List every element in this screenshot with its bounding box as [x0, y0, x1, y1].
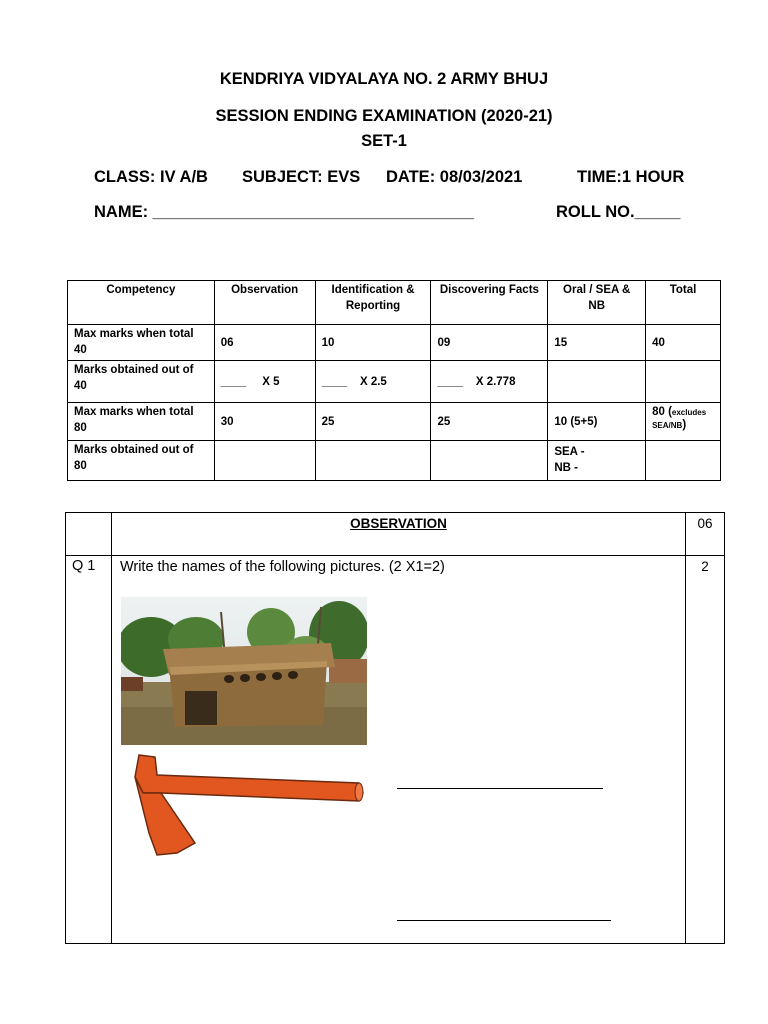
answer-line-1[interactable]	[397, 787, 603, 789]
table-cell	[214, 441, 315, 481]
table-cell	[646, 441, 721, 481]
table-cell: ____ X 2.5	[315, 361, 431, 403]
section-header-row	[66, 513, 725, 556]
axe-picture	[127, 753, 367, 863]
sea-label: SEA -	[554, 446, 585, 458]
school-name: KENDRIYA VIDYALAYA NO. 2 ARMY BHUJ	[219, 70, 549, 88]
col-competency: Competency	[68, 281, 215, 325]
table-cell: 25	[315, 403, 431, 441]
question-cell	[111, 556, 685, 944]
nb-label: NB -	[554, 462, 578, 474]
table-cell: 10 (5+5)	[548, 403, 646, 441]
subject-label: SUBJECT: EVS	[242, 168, 361, 186]
table-cell	[646, 361, 721, 403]
total-note: excludes SEA/NB	[652, 408, 707, 430]
table-cell: 25	[431, 403, 548, 441]
table-cell: ____ X 2.778	[431, 361, 548, 403]
class-label: CLASS: IV A/B	[94, 168, 208, 186]
name-field: NAME: ___________________________________	[94, 203, 474, 221]
oral-cell	[548, 441, 646, 481]
question-table	[65, 512, 725, 944]
set-label: SET-1	[361, 132, 407, 150]
table-cell: ____ X 5	[214, 361, 315, 403]
table-cell: 09	[431, 325, 548, 361]
exam-title: SESSION ENDING EXAMINATION (2020-21)	[215, 107, 553, 125]
table-cell	[315, 441, 431, 481]
empty-cell	[66, 513, 112, 556]
section-title: OBSERVATION	[111, 513, 685, 556]
answer-line-2[interactable]	[397, 919, 611, 921]
question-marks: 2	[686, 556, 725, 944]
table-cell	[431, 441, 548, 481]
row-label: Marks obtained out of 80	[68, 441, 215, 481]
table-cell: 30	[214, 403, 315, 441]
table-row	[68, 441, 721, 481]
table-row	[68, 361, 721, 403]
total-close: )	[682, 419, 687, 431]
section-marks: 06	[686, 513, 725, 556]
table-cell: 06	[214, 325, 315, 361]
time-label: TIME:1 HOUR	[577, 168, 685, 186]
table-cell: 10	[315, 325, 431, 361]
question-row	[66, 556, 725, 944]
col-total: Total	[646, 281, 721, 325]
marks-table	[67, 280, 721, 481]
row-label: Marks obtained out of 40	[68, 361, 215, 403]
table-cell: 40	[646, 325, 721, 361]
table-cell	[548, 361, 646, 403]
question-text: Write the names of the following pictures. (2 X1=2)	[119, 559, 445, 575]
total-value: 80 (	[652, 406, 672, 418]
total-cell	[646, 403, 721, 441]
col-identification: Identification & Reporting	[315, 281, 431, 325]
date-label: DATE: 08/03/2021	[386, 168, 523, 186]
marks-table-header	[68, 281, 721, 325]
col-discovering: Discovering Facts	[431, 281, 548, 325]
question-number: Q 1	[66, 556, 112, 944]
row-label: Max marks when total 80	[68, 403, 215, 441]
roll-field: ROLL NO._____	[556, 203, 681, 221]
col-oral: Oral / SEA & NB	[548, 281, 646, 325]
table-row	[68, 325, 721, 361]
col-observation: Observation	[214, 281, 315, 325]
table-row	[68, 403, 721, 441]
table-cell: 15	[548, 325, 646, 361]
hut-picture	[121, 597, 367, 745]
row-label: Max marks when total 40	[68, 325, 215, 361]
